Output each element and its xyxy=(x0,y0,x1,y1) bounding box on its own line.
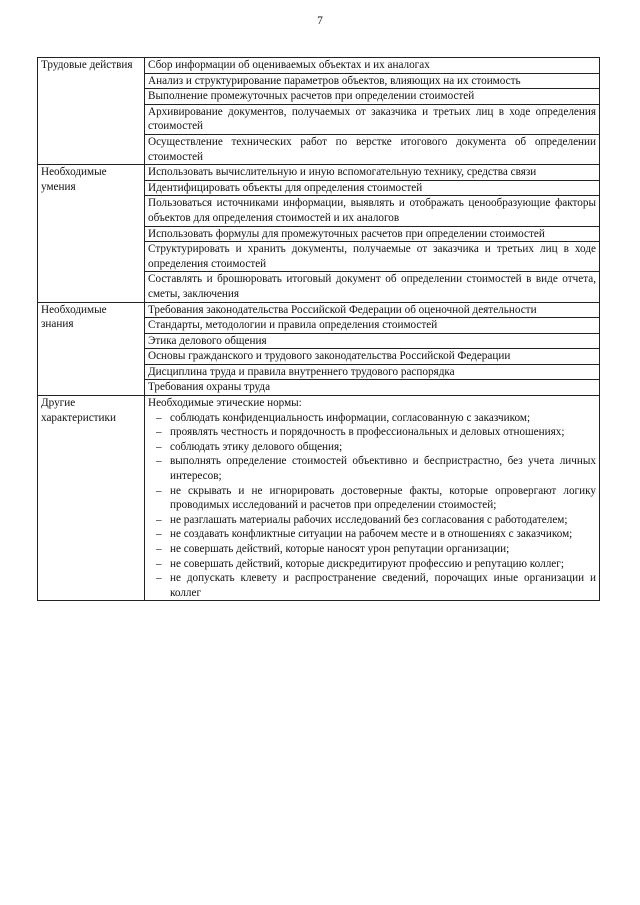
section-item: Дисциплина труда и правила внутреннего трудового распорядка xyxy=(145,364,600,380)
list-item-text: проявлять честность и порядочность в профессиональных и деловых отношениях; xyxy=(170,426,565,439)
table-row xyxy=(38,396,600,601)
list-item-text: не совершать действий, которые дискредитируют профессию и репутацию коллег; xyxy=(170,557,564,570)
section-item: Требования охраны труда xyxy=(145,380,600,396)
list-item xyxy=(148,513,596,528)
list-item xyxy=(148,454,596,483)
list-item xyxy=(148,411,596,426)
list-item xyxy=(148,484,596,513)
list-item-text: не совершать действий, которые наносят урон репутации организации; xyxy=(170,543,510,555)
dash-bullet: – xyxy=(156,528,162,541)
section-item: Пользоваться источниками информации, выявлять и отображать ценообразующие факторы объектов для определения стоимостей и их аналогов xyxy=(145,196,600,226)
list-item xyxy=(148,440,596,455)
dash-bullet: – xyxy=(156,557,162,570)
section-item: Составлять и брошюровать итоговый документ об определении стоимостей в виде отчета, сметы, заключения xyxy=(145,272,600,302)
ethics-intro: Необходимые этические нормы: xyxy=(148,397,302,410)
section-item: Основы гражданского и трудового законодательства Российской Федерации xyxy=(145,349,600,365)
list-item xyxy=(148,542,596,557)
dash-bullet: – xyxy=(156,440,162,453)
list-item xyxy=(148,527,596,542)
section-item: Использовать формулы для промежуточных расчетов при определении стоимостей xyxy=(145,226,600,242)
section-item: Выполнение промежуточных расчетов при определении стоимостей xyxy=(145,89,600,105)
table-row xyxy=(38,302,600,318)
list-item-text: не скрывать и не игнорировать достоверные факты, которые опровергают логику проводимых исследований и расчетов при определении стоимостей; xyxy=(170,484,596,512)
dash-bullet: – xyxy=(156,543,162,555)
list-item xyxy=(148,557,596,572)
list-item-text: не разглашать материалы рабочих исследований без согласования с работодателем; xyxy=(170,513,568,526)
dash-bullet: – xyxy=(156,411,162,424)
dash-bullet: – xyxy=(156,426,162,439)
table-row xyxy=(38,58,600,74)
dash-bullet: – xyxy=(156,484,162,497)
list-item-text: соблюдать конфиденциальность информации, согласованную с заказчиком; xyxy=(170,411,531,424)
dash-bullet: – xyxy=(156,455,162,468)
section-item: Требования законодательства Российской Федерации об оценочной деятельности xyxy=(145,302,600,318)
section-item: Сбор информации об оцениваемых объектах и их аналогах xyxy=(145,58,600,74)
list-item-text: не создавать конфликтные ситуации на рабочем месте и в отношениях с заказчиком; xyxy=(170,528,573,541)
section-item: Архивирование документов, получаемых от заказчика и третьих лиц в ходе определения стоимостей xyxy=(145,104,600,134)
section-item: Осуществление технических работ по верстке итогового документа об определении стоимостей xyxy=(145,134,600,164)
ethics-list xyxy=(148,411,596,601)
list-item-text: выполнять определение стоимостей объективно и беспристрастно, без учета личных интересов; xyxy=(170,455,596,483)
section-item: Идентифицировать объекты для определения стоимостей xyxy=(145,180,600,196)
dash-bullet: – xyxy=(156,572,162,585)
section-label: Трудовые действия xyxy=(38,58,145,165)
section-label: Другие характеристики xyxy=(38,396,145,601)
list-item xyxy=(148,571,596,600)
table-row xyxy=(38,165,600,181)
dash-bullet: – xyxy=(156,513,162,526)
section-item: Использовать вычислительную и иную вспомогательную технику, средства связи xyxy=(145,165,600,181)
section-item: Структурировать и хранить документы, получаемые от заказчика и третьих лиц в ходе определения стоимостей xyxy=(145,242,600,272)
section-item: Анализ и структурирование параметров объектов, влияющих на их стоимость xyxy=(145,73,600,89)
section-item: Стандарты, методологии и правила определения стоимостей xyxy=(145,318,600,334)
list-item-text: не допускать клевету и распространение сведений, порочащих иные организации и коллег xyxy=(170,572,596,599)
ethics-cell xyxy=(145,396,600,601)
list-item xyxy=(148,425,596,440)
page-number: 7 xyxy=(317,15,323,27)
section-label: Необходимые знания xyxy=(38,302,145,396)
list-item-text: соблюдать этику делового общения; xyxy=(170,440,343,453)
qualification-table xyxy=(37,57,600,601)
section-item: Этика делового общения xyxy=(145,333,600,349)
section-label: Необходимые умения xyxy=(38,165,145,302)
